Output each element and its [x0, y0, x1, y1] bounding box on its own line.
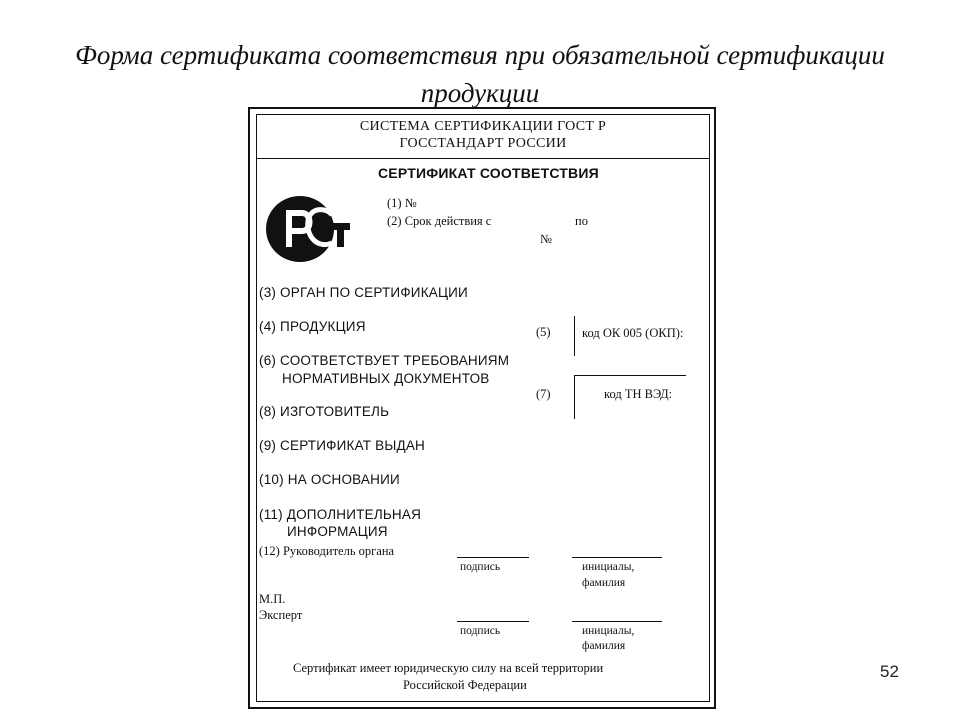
initials-caption-1: инициалы,: [582, 561, 635, 573]
initials-line-1: [572, 557, 662, 558]
tnved-box-line: [574, 375, 575, 419]
signature-line-1: [457, 557, 529, 558]
field-manufacturer: (8) ИЗГОТОВИТЕЛЬ: [259, 404, 390, 419]
registration-number-mark: №: [540, 232, 552, 246]
signature-line-2: [457, 621, 529, 622]
page-number: 52: [880, 662, 899, 681]
field-number: (1) №: [387, 196, 417, 210]
agency-name: ГОССТАНДАРТ РОССИИ: [399, 136, 567, 151]
certificate-title: СЕРТИФИКАТ СООТВЕТСТВИЯ: [378, 165, 599, 181]
field-validity-to: по: [575, 214, 588, 228]
okp-box-line: [574, 316, 575, 356]
signature-caption-1: подпись: [460, 561, 501, 573]
field-head-of-body: (12) Руководитель органа: [259, 544, 395, 558]
surname-caption-2: фамилия: [582, 640, 626, 652]
field-validity: (2) Срок действия с: [387, 214, 492, 228]
surname-caption-1: фамилия: [582, 577, 626, 589]
slide-title: Форма сертификата соответствия при обязательной сертификации продукции: [75, 40, 885, 108]
seal-mark: М.П.: [259, 592, 286, 606]
okp-code-label: код ОК 005 (ОКП):: [582, 326, 684, 340]
rst-logo-mark: [262, 193, 354, 265]
tnved-code-label: код ТН ВЭД:: [604, 387, 673, 401]
field-issued-to: (9) СЕРТИФИКАТ ВЫДАН: [259, 438, 425, 453]
tnved-box-top: [574, 375, 686, 376]
field-certification-body: (3) ОРГАН ПО СЕРТИФИКАЦИИ: [259, 285, 468, 300]
initials-caption-2: инициалы,: [582, 625, 635, 637]
field-conformity: (6) СООТВЕТСТВУЕТ ТРЕБОВАНИЯМ: [259, 353, 510, 368]
field-conformity-docs: НОРМАТИВНЫХ ДОКУМЕНТОВ: [282, 371, 490, 386]
field-additional-info: (11) ДОПОЛНИТЕЛЬНАЯ: [259, 507, 422, 522]
footer-legal-line1: Сертификат имеет юридическую силу на всей территории: [293, 661, 604, 675]
header-divider: [256, 158, 710, 159]
expert-label: Эксперт: [259, 608, 303, 622]
system-name: СИСТЕМА СЕРТИФИКАЦИИ ГОСТ Р: [359, 119, 607, 134]
field-additional-info-2: ИНФОРМАЦИЯ: [287, 524, 388, 539]
field-7-label: (7): [536, 387, 551, 401]
field-5-label: (5): [536, 325, 551, 339]
initials-line-2: [572, 621, 662, 622]
signature-caption-2: подпись: [460, 625, 501, 637]
field-basis: (10) НА ОСНОВАНИИ: [259, 472, 400, 487]
footer-legal-line2: Российской Федерации: [403, 678, 527, 692]
rst-logo: [262, 193, 354, 265]
field-product: (4) ПРОДУКЦИЯ: [259, 319, 366, 334]
